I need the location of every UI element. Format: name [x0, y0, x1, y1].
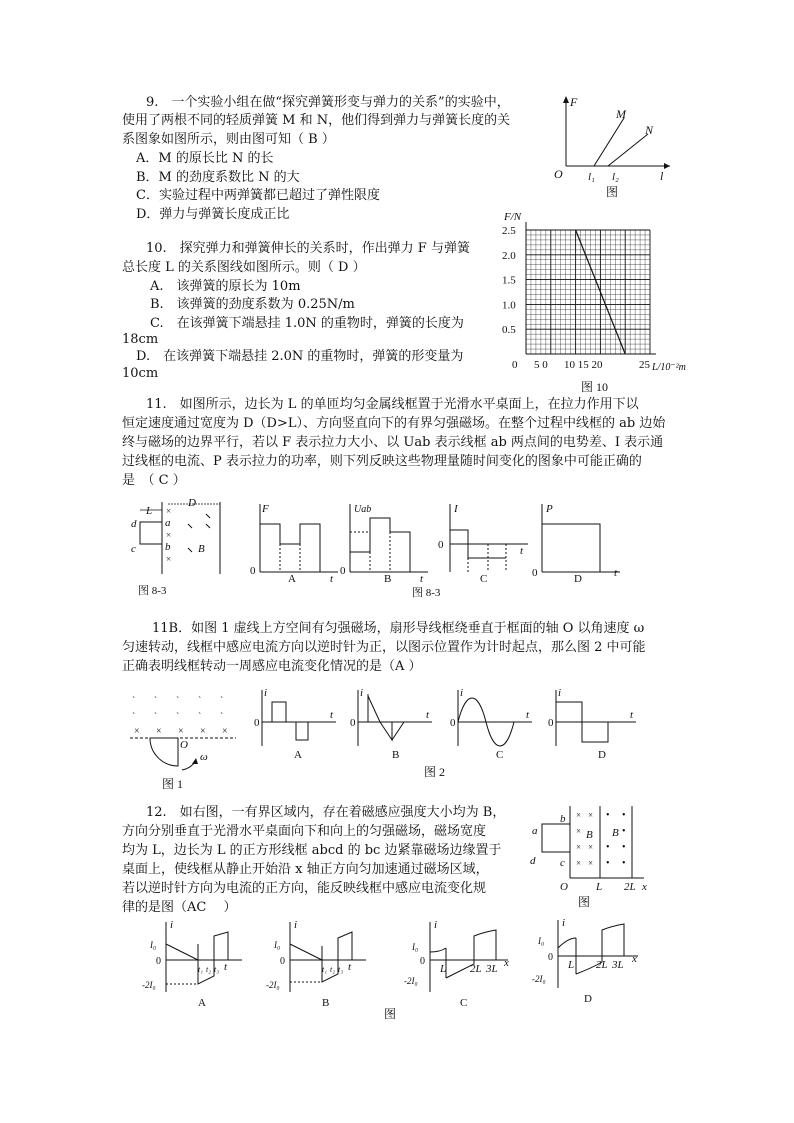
- svg-text:i: i: [294, 919, 298, 931]
- svg-text:•: •: [606, 810, 610, 821]
- q11-label-c: c: [131, 543, 136, 555]
- chart-caption: 图 10: [581, 380, 609, 394]
- q11-line-3: 终与磁场的边界平行，若以 F 表示拉力大小、以 Uab 表示线框 ab 两点间的电势差、I 表示通: [122, 435, 664, 450]
- q12-field-figure: [524, 806, 664, 910]
- svg-text:ˋ: ˋ: [176, 712, 180, 723]
- svg-text:t₁: t₁: [198, 965, 204, 974]
- q12-line-5: 若以逆时针方向为电流的正方向，能反映线框中感应电流变化规: [122, 881, 487, 896]
- svg-text:-2I₀: -2I₀: [142, 980, 156, 990]
- svg-text:x: x: [632, 953, 637, 965]
- svg-text:-2I₀: -2I₀: [266, 980, 280, 990]
- chart-ytick-label: 2.0: [502, 249, 516, 262]
- q11-field-figure: [128, 494, 238, 598]
- q12-line-3: 均为 L，边长为 L 的正方形线框 abcd 的 bc 边紧靠磁场边缘置于: [122, 843, 502, 858]
- q12-line-4: 桌面上，使线框从静止开始沿 x 轴正方向匀加速通过磁场区域，: [122, 862, 489, 877]
- q11-axis-t: t: [614, 567, 618, 579]
- q11b-line-1: 11B．如图 1 虚线上方空间有匀强磁场，扇形导线框绕垂直于框面的轴 O 以角速度 ω: [152, 621, 645, 636]
- svg-text:O: O: [560, 881, 568, 893]
- chart-xtick-25: 25: [639, 359, 650, 371]
- svg-text:0: 0: [350, 717, 356, 729]
- svg-text:×: ×: [576, 858, 582, 868]
- chart-ytick-label: 2.5: [502, 225, 516, 237]
- q11b-axis-o: O: [180, 739, 188, 751]
- q11b-caption-1: 图 1: [162, 777, 184, 791]
- q11-graph-b: [340, 504, 428, 585]
- svg-text:•: •: [622, 842, 626, 853]
- q9-option-b: B．M 的劲度系数比 N 的大: [136, 170, 300, 185]
- q9-origin: O: [554, 167, 563, 181]
- q11-line-2: 恒定速度通过宽度为 D（D>L）、方向竖直向下的有界匀强磁场。在整个过程中线框的 ab 边始: [122, 416, 666, 431]
- q12-graph-a: [142, 919, 242, 1009]
- svg-text:a: a: [532, 825, 538, 837]
- q12-graphs: [140, 916, 660, 1026]
- q11-option-c-label: C: [480, 573, 488, 585]
- svg-text:-2I₀: -2I₀: [532, 974, 546, 984]
- q9-axis-l: l: [660, 169, 664, 183]
- svg-text:•: •: [606, 842, 610, 853]
- q9-line-3: 系图象如图所示，则由图可知（ B ）: [122, 132, 335, 147]
- q11-graph-c: [438, 503, 528, 585]
- svg-text:I₀: I₀: [274, 940, 281, 950]
- q11b-line-3: 正确表明线框转动一周感应电流变化情况的是（A ）: [122, 659, 422, 674]
- q12-line-1: 12. 如右图，一有界区域内，存在着磁感应强度大小均为 B，: [146, 805, 506, 820]
- svg-text:×: ×: [222, 726, 228, 737]
- q11-caption-2: 图 8-3: [412, 587, 441, 599]
- q11-line-4: 过线框的电流、P 表示拉力的功率，则下列反映这些物理量随时间变化的图象中可能正确的: [122, 454, 642, 469]
- q10-option-d: D. 在该弹簧下端悬挂 2.0N 的重物时，弹簧的形变量为: [136, 349, 464, 364]
- q12-option-c: C: [460, 997, 468, 1009]
- q11-label-field-b: B: [198, 543, 205, 555]
- svg-text:-2I₀: -2I₀: [404, 976, 418, 986]
- q9-option-a: A．M 的原长比 N 的长: [136, 151, 274, 166]
- svg-text:i: i: [170, 919, 174, 931]
- svg-text:•: •: [622, 858, 626, 869]
- q11-axis-t: t: [330, 573, 334, 585]
- svg-text:B: B: [586, 829, 593, 841]
- svg-text:×: ×: [576, 826, 582, 836]
- q12-graph-d: [532, 917, 638, 1005]
- q9-line-1: 9. 一个实验小组在做“探究弹簧形变与弹力的关系”的实验中，: [146, 95, 510, 110]
- q12-caption-bottom: 图: [384, 1007, 397, 1021]
- q11-option-a-label: A: [288, 573, 296, 585]
- svg-text:t₂: t₂: [330, 965, 336, 974]
- svg-text:L: L: [596, 881, 603, 893]
- svg-text:I₀: I₀: [538, 936, 545, 946]
- svg-text:ˋ: ˋ: [176, 696, 180, 707]
- chart-ytick-label: 0.5: [502, 324, 516, 337]
- q11-axis-f: F: [262, 503, 269, 515]
- svg-text:ˋ: ˋ: [132, 712, 136, 723]
- svg-text:0: 0: [254, 717, 260, 729]
- svg-text:t₃: t₃: [214, 965, 220, 974]
- svg-text:i: i: [264, 687, 268, 699]
- q9-option-d: D．弹力与弹簧长度成正比: [136, 207, 290, 222]
- chart-ytick-label: 1.5: [502, 274, 516, 287]
- q12-caption-top: 图: [578, 895, 591, 909]
- svg-text:t₂: t₂: [206, 965, 212, 974]
- svg-text:d: d: [530, 855, 536, 867]
- svg-text:ˋ: ˋ: [154, 712, 158, 723]
- svg-text:•: •: [622, 810, 626, 821]
- q12-line-2: 方向分别垂直于光滑水平桌面向下和向上的匀强磁场，磁场宽度: [122, 824, 487, 839]
- q9-l2: l₂: [612, 171, 619, 183]
- svg-text:L: L: [568, 959, 575, 971]
- svg-text:x: x: [642, 881, 647, 893]
- svg-text:ˋ: ˋ: [132, 696, 136, 707]
- svg-text:0: 0: [280, 956, 285, 967]
- q12-line-6: 律的是图（AC ）: [122, 900, 237, 915]
- svg-text:t: t: [348, 961, 352, 973]
- svg-text:i: i: [558, 687, 562, 699]
- svg-text:ˋ: ˋ: [220, 712, 224, 723]
- q11-label-a: a: [165, 517, 171, 529]
- svg-text:ˋ: ˋ: [198, 696, 202, 707]
- svg-text:×: ×: [588, 858, 594, 868]
- q10-option-b: B. 该弹簧的劲度系数为 0.25N/m: [150, 297, 355, 312]
- svg-text:I₀: I₀: [150, 940, 157, 950]
- svg-text:b: b: [560, 813, 566, 825]
- svg-text:•: •: [606, 858, 610, 869]
- q11-option-b-label: B: [384, 573, 392, 585]
- q9-axis-f: F: [570, 95, 578, 109]
- svg-text:2L: 2L: [624, 881, 636, 893]
- q9-label-m: M: [616, 107, 626, 121]
- svg-text:t: t: [630, 709, 634, 721]
- q11-graph-a: [250, 503, 338, 585]
- svg-text:×: ×: [178, 726, 184, 737]
- chart-grid: [526, 230, 650, 354]
- svg-text:ˋ: ˋ: [154, 696, 158, 707]
- svg-text:t: t: [224, 961, 228, 973]
- q12-graph-b: [266, 919, 366, 1009]
- svg-text:ˋ: ˋ: [220, 696, 224, 707]
- chart-xtick-10-20: 10 15 20: [564, 359, 603, 371]
- svg-text:0: 0: [450, 717, 456, 729]
- q11-axis-t: t: [420, 573, 424, 585]
- q11-zero: 0: [438, 539, 444, 551]
- svg-text:t: t: [526, 709, 530, 721]
- svg-text:c: c: [560, 857, 565, 869]
- chart-xtick-5: 5 0: [534, 359, 548, 371]
- q11-label-d: d: [131, 518, 137, 530]
- q12-option-a: A: [198, 997, 206, 1009]
- q10-option-a: A. 该弹簧的原长为 10m: [150, 279, 301, 294]
- svg-text:3L: 3L: [486, 963, 498, 975]
- svg-text:0: 0: [548, 952, 553, 963]
- q11-label-b: b: [165, 541, 171, 553]
- svg-text:t: t: [330, 709, 334, 721]
- q11-axis-p: P: [546, 503, 553, 515]
- q11b-option-a: A: [294, 749, 302, 761]
- q11-axis-uab: Uab: [354, 504, 372, 515]
- svg-text:0: 0: [420, 956, 425, 967]
- svg-text:0: 0: [156, 956, 161, 967]
- q12-dots: [606, 810, 626, 869]
- svg-text:x: x: [504, 957, 509, 969]
- svg-text:×: ×: [134, 726, 140, 737]
- svg-text:t₁: t₁: [322, 965, 328, 974]
- svg-text:×: ×: [588, 842, 594, 852]
- q11b-graph-a: [254, 687, 336, 761]
- q11b-option-b: B: [392, 749, 400, 761]
- svg-text:3L: 3L: [612, 959, 624, 971]
- q9-l1: l₁: [588, 171, 595, 183]
- svg-text:i: i: [460, 687, 464, 699]
- q10-force-length-chart: [494, 206, 694, 396]
- q11-cross: ×: [166, 506, 172, 516]
- q11b-caption-2: 图 2: [424, 765, 446, 779]
- q9-line-2: 使用了两根不同的轻质弹簧 M 和 N，他们得到弹力与弹簧长度的关: [122, 113, 511, 128]
- svg-text:i: i: [562, 917, 566, 929]
- q12-option-d: D: [584, 993, 592, 1005]
- svg-text:×: ×: [200, 726, 206, 737]
- q11b-omega: ω: [200, 751, 208, 763]
- q11b-line-2: 匀速转动，线框中感应电流方向以逆时针为正，以图示位置作为计时起点，那么图 2 中可能: [122, 640, 646, 655]
- svg-text:2L: 2L: [470, 963, 482, 975]
- chart-xtick-0: 0: [512, 359, 518, 371]
- q11-graphs: [248, 500, 648, 600]
- svg-text:I₀: I₀: [412, 942, 419, 952]
- q10-line-2: 总长度 L 的关系图线如图所示。则（ D ）: [122, 260, 366, 275]
- q11-caption-1: 图 8-3: [138, 585, 167, 597]
- svg-text:ˋ: ˋ: [198, 712, 202, 723]
- q10-line-1: 10. 探究弹力和弹簧伸长的关系时，作出弹力 F 与弹簧: [146, 241, 470, 256]
- svg-text:t: t: [426, 709, 430, 721]
- q11-label-d-width: D: [188, 497, 196, 509]
- q11-line-5: 是 （ C ）: [122, 473, 186, 488]
- svg-text:×: ×: [576, 842, 582, 852]
- svg-text:×: ×: [156, 726, 162, 737]
- q9-caption: 图: [606, 185, 619, 199]
- svg-text:L: L: [440, 963, 447, 975]
- q11b-figure-1: [126, 686, 246, 794]
- chart-ytick-label: 1.0: [502, 299, 516, 312]
- svg-text:×: ×: [588, 810, 594, 820]
- svg-text:B: B: [612, 827, 619, 839]
- q11b-field-marks: [132, 696, 228, 737]
- chart-ylabel: F/N: [504, 211, 522, 223]
- q11-line-1: 11. 如图所示，边长为 L 的单匝均匀金属线框置于光滑水平桌面上，在拉力作用下以: [146, 397, 639, 412]
- q10-option-c-cont: 18cm: [122, 332, 159, 347]
- svg-text:t₃: t₃: [338, 965, 344, 974]
- q11b-graph-b: [350, 687, 432, 761]
- q9-spring-graph: [548, 92, 678, 202]
- q11b-option-d: D: [598, 749, 606, 761]
- svg-text:•: •: [622, 826, 626, 837]
- q11-zero: 0: [532, 567, 538, 579]
- q9-label-n: N: [645, 123, 654, 137]
- svg-text:2L: 2L: [596, 959, 608, 971]
- q11b-graph-c: [450, 687, 532, 761]
- q10-option-c: C. 在该弹簧下端悬挂 1.0N 的重物时，弹簧的长度为: [150, 316, 464, 331]
- q11-zero: 0: [340, 565, 346, 577]
- q11-axis-t: t: [520, 545, 524, 557]
- q11-label-l: L: [146, 505, 153, 517]
- svg-text:×: ×: [576, 810, 582, 820]
- q11-cross: ×: [166, 530, 172, 540]
- q11-graph-d: [532, 503, 620, 585]
- q11-option-d-label: D: [574, 573, 582, 585]
- q11b-option-c: C: [496, 749, 504, 761]
- q10-option-d-cont: 10cm: [122, 366, 159, 381]
- q12-graph-c: [404, 919, 509, 1009]
- q9-option-c: C．实验过程中两弹簧都已超过了弹性限度: [136, 188, 380, 203]
- svg-text:i: i: [434, 919, 438, 931]
- q11b-figure-2: [252, 686, 652, 782]
- chart-xlabel: L/10⁻²m: [652, 362, 686, 373]
- q11b-graph-d: [548, 687, 636, 761]
- q12-option-b: B: [322, 997, 330, 1009]
- svg-text:i: i: [360, 687, 364, 699]
- q11-axis-i: I: [454, 503, 458, 515]
- q11-cross: ×: [166, 554, 172, 564]
- svg-text:0: 0: [548, 717, 554, 729]
- q11-zero: 0: [250, 565, 256, 577]
